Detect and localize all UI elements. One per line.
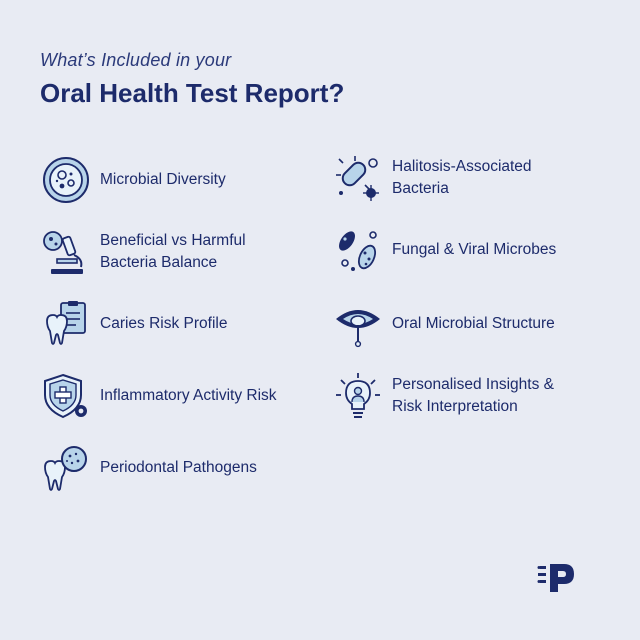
shield-cross-icon xyxy=(40,370,92,422)
list-item-fungal-viral xyxy=(332,222,612,278)
tooth-clipboard-icon xyxy=(40,298,92,350)
item-label: Caries Risk Profile xyxy=(100,315,228,332)
tooth-magnifier-icon xyxy=(40,442,92,494)
list-item-caries-risk xyxy=(40,296,320,352)
item-label: Inflammatory Activity Risk xyxy=(100,387,277,404)
item-label: Beneficial vs Harmful Bacteria Balance xyxy=(100,232,246,271)
item-label: Halitosis-Associated Bacteria xyxy=(392,158,532,197)
mouth-swab-icon xyxy=(332,298,384,350)
microscope-icon xyxy=(40,226,92,278)
list-item-microbial-diversity xyxy=(40,152,320,208)
list-item-bacteria-balance xyxy=(40,224,320,280)
lightbulb-person-icon xyxy=(332,370,384,422)
petri-dish-icon xyxy=(40,154,92,206)
bacteria-icon xyxy=(332,152,384,204)
list-item-personalised-insights xyxy=(332,368,612,424)
item-label: Periodontal Pathogens xyxy=(100,459,257,476)
item-label: Personalised Insights & Risk Interpretation xyxy=(392,376,554,415)
item-label: Oral Microbial Structure xyxy=(392,315,555,332)
list-item-inflammatory-risk xyxy=(40,368,320,424)
microbes-icon xyxy=(332,224,384,276)
list-item-periodontal-pathogens xyxy=(40,440,320,496)
item-label: Fungal & Viral Microbes xyxy=(392,241,557,258)
list-item-oral-structure xyxy=(332,296,612,352)
subtitle: What’s Included in your xyxy=(40,50,232,70)
list-item-halitosis-bacteria xyxy=(332,150,612,206)
page-title: Oral Health Test Report? xyxy=(40,78,345,108)
brand-p-logo-icon xyxy=(536,560,584,596)
item-label: Microbial Diversity xyxy=(100,171,226,188)
